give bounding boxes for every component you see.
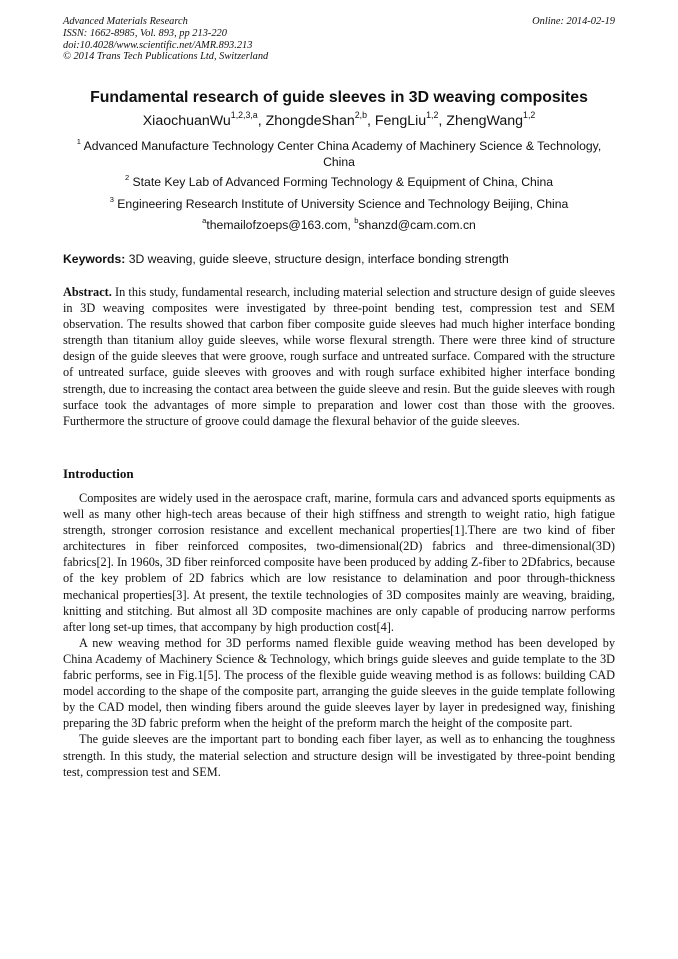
abstract-label: Abstract.: [63, 285, 112, 299]
author-name: XiaochuanWu: [142, 113, 231, 129]
introduction-paragraph: A new weaving method for 3D performs named flexible guide weaving method has been developed by China Academy of Machinery Science & Technology, which brings guide sleeves and guide template to the 3D fabric performs, see in Fig.1[5]. The process of the flexible guide weaving method is as follows: building CAD model according to the shape of the composite part, arranging the guide sleeves in the guide template following by the CAD model, then winding fibers around the guide sleeves layer by layer in predesigned way, finishing preparing the 3D fabric preform when the height of the preform march the height of the composite part.: [63, 635, 615, 731]
author-affiliation-mark: 1,2: [426, 109, 439, 120]
email-separator: ,: [347, 218, 355, 232]
paper-title: Fundamental research of guide sleeves in 3D weaving composites: [90, 89, 588, 106]
author-name: ZhengWang: [446, 113, 524, 129]
affiliation-1: [63, 136, 615, 170]
abstract-text: In this study, fundamental research, including material selection and structure design of guide sleeves in 3D weaving composites were investigated by three-point bending test, compression test and SEM observation. The results showed that carbon fiber composite guide sleeves had much higher interface bonding strength than titanium alloy guide sleeves, while worse flexural strength. There were three kind of structure design of the guide sleeves that were groove, rough surface and untreated surface. Compared with the structure of untreated surface, guide sleeves with grooves and with rough surface exhibited higher interface bonding strength, due to increasing the contact area between the guide sleeve and resin. But the guide sleeves with rough surface took the advantages of more simple to preparation and lower cost than those with the grooves. Furthermore the structure of groove could damage the flexural behavior of the guide sleeves.: [63, 285, 616, 428]
author-separator: ,: [438, 113, 447, 129]
author-name: ZhongdeShan: [265, 113, 355, 129]
email-line: [63, 215, 615, 232]
copyright-line: © 2014 Trans Tech Publications Ltd, Switzerland: [63, 51, 269, 63]
author-affiliation-mark: 1,2,3,a: [230, 109, 258, 120]
author-affiliation-mark: 2,b: [354, 109, 367, 120]
issn-line: ISSN: 1662-8985, Vol. 893, pp 213-220: [63, 27, 227, 39]
journal-info: [63, 16, 268, 63]
author-separator: ,: [257, 113, 266, 129]
keywords-label: Keywords:: [63, 252, 126, 266]
affiliation-3: [63, 194, 615, 213]
keywords-text: 3D weaving, guide sleeve, structure design, interface bonding strength: [128, 252, 509, 266]
author-separator: ,: [366, 113, 375, 129]
abstract-paragraph: [63, 284, 615, 429]
email-mark: b: [354, 215, 359, 225]
affiliation-text: Engineering Research Institute of University Science and Technology Beijing, China: [117, 197, 569, 211]
affiliation-text: State Key Lab of Advanced Forming Technology & Equipment of China, China: [132, 175, 554, 189]
author-name: FengLiu: [374, 113, 427, 129]
email-address[interactable]: themailofzoeps@163.com: [206, 218, 348, 232]
email-address[interactable]: shanzd@cam.com.cn: [358, 218, 476, 232]
email-mark: a: [202, 215, 207, 225]
affiliation-2: [63, 172, 615, 191]
introduction-paragraph: The guide sleeves are the important part to bonding each fiber layer, as well as to enhancing the toughness strength. In this study, the material selection and structure design will be investigated by three-point bending test, compression test and SEM.: [63, 732, 615, 779]
introduction-body: [63, 490, 615, 780]
introduction-paragraph: Composites are widely used in the aerospace craft, marine, formula cars and advanced sports equipments as well as many other high-tech areas because of their high stiffness and strength to weight ratio, high fatigue strength, stronger corrosion resistance and excellent mechanical properties[1].There are two kind of fiber architectures in fiber reinforced composites, two-dimensional(2D) fabrics and three-dimensional(3D) fabrics[2]. In 1960s, 3D fiber reinforced composite have been produced by adding Z-fiber to 2Dfabrics, because of the key problem of 2D fabrics which are low resistance to delamination and poor through-thickness mechanical properties[3]. At present, the textile technologies of 3D composites mainly are weaving, braiding, knitting and stitching. But almost all 3D composite machines are only capable of producing narrow performs after long set-up times, that accompany by high production cost[4].: [63, 491, 615, 634]
doi-line: doi:10.4028/www.scientific.net/AMR.893.213: [63, 39, 253, 51]
introduction-heading: Introduction: [63, 466, 134, 481]
affiliation-text: Advanced Manufacture Technology Center China Academy of Machinery Science & Technology, China: [83, 139, 602, 169]
keywords-line: [63, 252, 615, 266]
affiliation-number: 1: [76, 136, 81, 146]
online-date: Online: 2014-02-19: [532, 16, 615, 27]
affiliation-number: 2: [124, 172, 130, 182]
author-affiliation-mark: 1,2: [523, 109, 536, 120]
affiliation-number: 3: [109, 194, 114, 204]
journal-name: Advanced Materials Research: [63, 16, 188, 27]
author-list: [40, 111, 638, 131]
